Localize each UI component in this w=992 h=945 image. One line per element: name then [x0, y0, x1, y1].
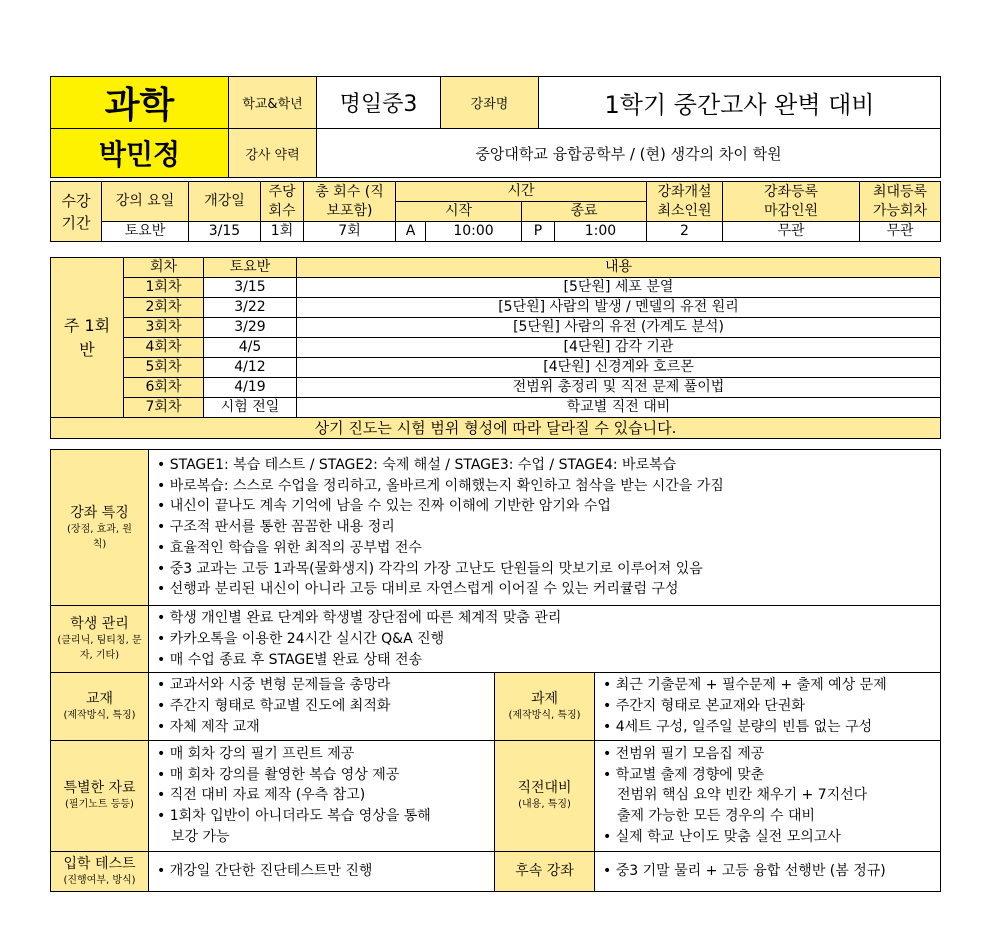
session-cell: 6회차 [124, 378, 204, 398]
curriculum-row [51, 378, 941, 398]
date-cell: 4/12 [204, 358, 297, 378]
session-cell: 4회차 [124, 338, 204, 358]
textbook-label: 교재 (제작방식, 특징) [51, 673, 149, 740]
curriculum-row [51, 338, 941, 358]
special-material-list [149, 740, 495, 851]
textbook-list [149, 673, 495, 740]
list-item: • 전범위 필기 모음집 제공 [603, 744, 940, 765]
list-item: 보강 가능 [171, 828, 230, 845]
date-cell: 3/29 [204, 318, 297, 338]
list-item: • 주간지 형태로 본교재와 단권화 [603, 696, 940, 717]
list-item: • 교과서와 시중 변형 문제들을 총망라 [157, 675, 494, 696]
start-time: 10:00 [426, 222, 522, 242]
follow-course-label: 후속 강좌 [495, 851, 595, 891]
curriculum-row [51, 358, 941, 378]
start-label: 개강일 [189, 182, 261, 222]
curriculum-row [51, 298, 941, 318]
list-item: • 효율적인 학습을 위한 최적의 공부법 전수 [157, 538, 940, 559]
school-grade: 명일중3 [317, 77, 441, 129]
total-label: 총 회수 (직보포함) [304, 182, 396, 222]
list-item: • 중3 교과는 고등 1과목(물화생지) 각각의 가장 고난도 단원들의 맛보기로 이루어져 있음 [157, 559, 940, 580]
date-cell: 4/5 [204, 338, 297, 358]
list-item: • 중3 기말 물리 + 고등 융합 선행반 (봄 정규) [603, 861, 940, 882]
date-cell: 4/19 [204, 378, 297, 398]
curriculum-note: 상기 진도는 시험 범위 형성에 따라 달라질 수 있습니다. [51, 418, 941, 439]
curriculum-side-label: 주 1회반 [51, 258, 124, 418]
content-cell: 학교별 직전 대비 [297, 398, 941, 418]
list-item: 전범위 핵심 요약 빈칸 채우기 + 7지선다 [617, 787, 868, 804]
min-value: 2 [647, 222, 723, 242]
end-ampm: P [522, 222, 555, 242]
final-prep-label: 직전대비 (내용, 특징) [495, 740, 595, 851]
lecture-name: 1학기 중간고사 완벽 대비 [539, 77, 941, 129]
subject-title: 과학 [51, 77, 229, 129]
time-end-label: 종료 [522, 202, 647, 222]
curriculum-row [51, 318, 941, 338]
date-cell: 3/22 [204, 298, 297, 318]
student-care-list [149, 606, 941, 673]
lecture-label: 강좌명 [441, 77, 539, 129]
header-table [50, 76, 941, 178]
school-grade-label: 학교&학년 [229, 77, 317, 129]
content-cell: [4단원] 감각 기관 [297, 338, 941, 358]
day-label: 강의 요일 [102, 182, 189, 222]
col-content: 내용 [297, 258, 941, 278]
curriculum-row [51, 278, 941, 298]
list-item: • 구조적 판서를 통한 꼼꼼한 내용 정리 [157, 517, 940, 538]
weekly-value: 1회 [261, 222, 304, 242]
homework-list [595, 673, 941, 740]
session-cell: 5회차 [124, 358, 204, 378]
session-cell: 2회차 [124, 298, 204, 318]
content-cell: 전범위 총정리 및 직전 문제 풀이법 [297, 378, 941, 398]
content-cell: [5단원] 사람의 발생 / 멘델의 유전 원리 [297, 298, 941, 318]
list-item: • 자체 제작 교재 [157, 717, 494, 738]
list-item: • 매 회차 강의를 촬영한 복습 영상 제공 [157, 765, 494, 786]
career-label: 강사 약력 [229, 129, 317, 178]
schedule-table [50, 181, 941, 242]
min-label: 강좌개설 최소인원 [647, 182, 723, 222]
curriculum-table [50, 257, 941, 439]
follow-course-list [595, 851, 941, 891]
deadline-value: 무관 [723, 222, 860, 242]
teacher-career: 중앙대학교 융합공학부 / (현) 생각의 차이 학원 [317, 129, 941, 178]
session-cell: 3회차 [124, 318, 204, 338]
list-item: • 1회차 입반이 아니더라도 복습 영상을 통해 [157, 806, 494, 827]
teacher-name: 박민정 [51, 129, 229, 178]
max-value: 무관 [860, 222, 941, 242]
list-item: • 실제 학교 난이도 맞춤 실전 모의고사 [603, 827, 940, 848]
list-item: • 카카오톡을 이용한 24시간 실시간 Q&A 진행 [157, 629, 940, 650]
content-cell: [5단원] 사람의 유전 (가계도 분석) [297, 318, 941, 338]
list-item: • STAGE1: 복습 테스트 / STAGE2: 숙제 해설 / STAGE3: 수업 / STAGE4: 바로복습 [157, 455, 940, 476]
special-material-label: 특별한 자료 (필기노트 등등) [51, 740, 149, 851]
col-session: 회차 [124, 258, 204, 278]
list-item: • 개강일 간단한 진단테스트만 진행 [157, 861, 494, 882]
list-item: • 내신이 끝나도 계속 기억에 남을 수 있는 진짜 이해에 기반한 암기와 수업 [157, 496, 940, 517]
date-cell: 3/15 [204, 278, 297, 298]
session-cell: 7회차 [124, 398, 204, 418]
session-cell: 1회차 [124, 278, 204, 298]
list-item: • 매 회차 강의 필기 프린트 제공 [157, 744, 494, 765]
list-item: • 학교별 출제 경향에 맞춘 [603, 765, 940, 786]
lecture-feature-label: 강좌 특징 (장점, 효과, 원칙) [51, 450, 149, 606]
content-cell: [5단원] 세포 분열 [297, 278, 941, 298]
list-item: • 주간지 형태로 학교별 진도에 최적화 [157, 696, 494, 717]
list-item: • 4세트 구성, 일주일 분량의 빈틈 없는 구성 [603, 717, 940, 738]
start-ampm: A [396, 222, 426, 242]
list-item: • 선행과 분리된 내신이 아니라 고등 대비로 자연스럽게 이어질 수 있는 커리큘럼 구성 [157, 579, 940, 600]
max-label: 최대등록 가능회차 [860, 182, 941, 222]
deadline-label: 강좌등록 마감인원 [723, 182, 860, 222]
features-table [50, 449, 941, 892]
entrance-test-label: 입학 테스트 (진행여부, 방식) [51, 851, 149, 891]
weekly-label: 주당 회수 [261, 182, 304, 222]
student-care-label: 학생 관리 (클리닉, 팀티칭, 문자, 기타) [51, 606, 149, 673]
homework-label: 과제 (제작방식, 특징) [495, 673, 595, 740]
list-item: • 직전 대비 자료 제작 (우측 참고) [157, 785, 494, 806]
time-label: 시간 [396, 182, 647, 202]
entrance-test-list [149, 851, 495, 891]
list-item: • 최근 기출문제 + 필수문제 + 출제 예상 문제 [603, 675, 940, 696]
start-date-value: 3/15 [189, 222, 261, 242]
list-item: • 학생 개인별 완료 단계와 학생별 장단점에 따른 체계적 맞춤 관리 [157, 608, 940, 629]
col-day: 토요반 [204, 258, 297, 278]
list-item: • 매 수업 종료 후 STAGE별 완료 상태 전송 [157, 650, 940, 671]
list-item: • 바로복습: 스스로 수업을 정리하고, 올바르게 이해했는지 확인하고 첨삭을 받는 시간을 가짐 [157, 476, 940, 497]
end-time: 1:00 [555, 222, 647, 242]
final-prep-list [595, 740, 941, 851]
lecture-feature-list [149, 450, 941, 606]
curriculum-row [51, 398, 941, 418]
day-value: 토요반 [102, 222, 189, 242]
date-cell: 시험 전일 [204, 398, 297, 418]
period-label: 수강 기간 [51, 182, 102, 242]
list-item: 출제 가능한 모든 경우의 수 대비 [617, 808, 816, 825]
total-value: 7회 [304, 222, 396, 242]
time-start-label: 시작 [396, 202, 522, 222]
content-cell: [4단원] 신경계와 호르몬 [297, 358, 941, 378]
